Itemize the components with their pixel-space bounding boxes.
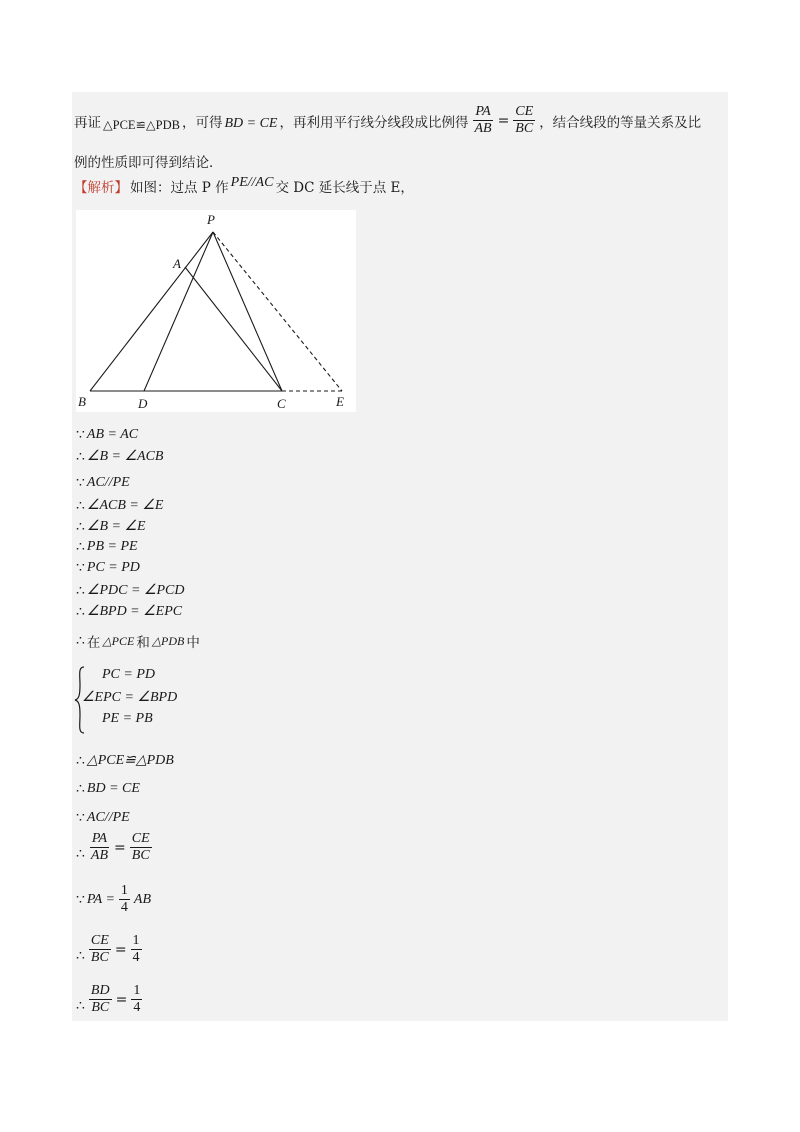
fraction-numerator: BD bbox=[90, 983, 110, 998]
fraction bbox=[130, 831, 152, 864]
step-symbol: ∴ bbox=[76, 947, 85, 964]
segment-PE bbox=[213, 232, 342, 391]
step-symbol: ∵ bbox=[76, 891, 85, 908]
label-A: A bbox=[173, 256, 181, 271]
step-expression: AC//PE bbox=[86, 475, 130, 490]
step-expression: ∠B = ∠ACB bbox=[86, 449, 164, 464]
step-symbol: ∴ bbox=[76, 448, 85, 465]
geometry-figure bbox=[76, 210, 356, 412]
fraction-numerator: 1 bbox=[120, 883, 128, 898]
step-expression: AC//PE bbox=[86, 810, 130, 825]
intro-line-2: 例的性质即可得到结论． bbox=[74, 155, 223, 171]
in-text: 在 bbox=[86, 635, 101, 651]
step-bd-ce bbox=[76, 781, 140, 797]
step-2 bbox=[76, 448, 163, 465]
triangle-1: △PCE bbox=[102, 633, 135, 648]
step-expression: △PCE≌△PDB bbox=[86, 753, 174, 768]
fraction-numerator: PA bbox=[475, 104, 491, 119]
system-eq-2: ∠EPC = ∠BPD bbox=[82, 690, 178, 705]
step-symbol: ∴ bbox=[76, 582, 85, 599]
fraction bbox=[119, 883, 130, 916]
fraction-denominator: BC bbox=[91, 1000, 110, 1015]
fraction bbox=[89, 831, 110, 864]
fraction-line-2 bbox=[76, 883, 151, 916]
fraction-denominator: 4 bbox=[132, 950, 140, 965]
step-4 bbox=[76, 497, 163, 514]
lhs-expression: PA = bbox=[86, 891, 115, 907]
step-parallel bbox=[76, 810, 130, 826]
step-expression: PC = PD bbox=[86, 560, 140, 575]
analysis-tag: 【解析】 bbox=[74, 180, 128, 196]
intro-text-d: ，结合线段的等量关系及比 bbox=[539, 114, 702, 131]
segment-PC bbox=[213, 232, 282, 391]
intro-text-a: 再证 bbox=[74, 114, 101, 131]
fraction-denominator: 4 bbox=[133, 1000, 141, 1015]
step-expression: ∠B = ∠E bbox=[86, 519, 146, 534]
equals-sign: = bbox=[114, 839, 126, 856]
step-symbol: ∵ bbox=[76, 427, 85, 443]
step-1 bbox=[76, 427, 138, 443]
analysis-parallel: PE//AC bbox=[230, 175, 274, 190]
step-8 bbox=[76, 582, 184, 599]
triangle-2: △PDB bbox=[151, 633, 185, 648]
triangle-diagram bbox=[76, 210, 356, 412]
fraction-line-1 bbox=[76, 831, 154, 864]
and-text: 和 bbox=[136, 635, 150, 651]
fraction-numerator: CE bbox=[90, 933, 109, 948]
step-9 bbox=[76, 603, 182, 620]
equals-sign: = bbox=[497, 112, 510, 129]
step-5 bbox=[76, 518, 146, 535]
fraction-numerator: CE bbox=[131, 831, 150, 846]
step-symbol: ∵ bbox=[76, 810, 85, 826]
intro-text-c: ，再利用平行线分线段成比例得 bbox=[279, 114, 469, 131]
fraction-line-3 bbox=[76, 933, 144, 966]
analysis-text-a: 如图：过点 P 作 bbox=[130, 180, 229, 196]
step-symbol: ∴ bbox=[76, 997, 85, 1014]
step-symbol: ∴ bbox=[76, 497, 85, 514]
equation-system bbox=[74, 665, 274, 735]
intro-equation: BD = CE bbox=[224, 115, 278, 131]
intro-text-b: ，可得 bbox=[181, 114, 223, 131]
fraction bbox=[89, 983, 112, 1016]
step-3 bbox=[76, 475, 130, 491]
fraction-denominator: AB bbox=[474, 121, 492, 136]
in-triangles-line bbox=[76, 631, 200, 651]
analysis-text-b: 交 DC 延长线于点 E， bbox=[275, 180, 414, 196]
fraction bbox=[131, 933, 142, 966]
fraction bbox=[89, 933, 111, 966]
intro-fraction-1 bbox=[472, 104, 493, 137]
fraction-denominator: BC bbox=[131, 848, 150, 863]
fraction-numerator: 1 bbox=[132, 933, 140, 948]
step-symbol: ∴ bbox=[76, 845, 85, 862]
label-E: E bbox=[336, 394, 344, 409]
fraction-numerator: PA bbox=[91, 831, 108, 846]
label-C: C bbox=[277, 396, 286, 411]
fraction-denominator: AB bbox=[90, 848, 109, 863]
step-congruent bbox=[76, 752, 174, 769]
step-expression: BD = CE bbox=[86, 781, 140, 796]
system-eq-3: PE = PB bbox=[102, 711, 153, 726]
step-symbol: ∵ bbox=[76, 475, 85, 491]
step-symbol: ∴ bbox=[76, 633, 85, 649]
intro-congruence: △PCE≌△PDB bbox=[103, 117, 180, 132]
step-symbol: ∴ bbox=[76, 752, 85, 769]
equals-sign: = bbox=[114, 941, 127, 958]
fraction-line-4 bbox=[76, 983, 144, 1016]
step-6 bbox=[76, 539, 138, 555]
fraction-numerator: 1 bbox=[133, 983, 141, 998]
segment-AC bbox=[185, 267, 282, 391]
equals-sign: = bbox=[115, 991, 128, 1008]
fraction-denominator: BC bbox=[515, 121, 534, 136]
rhs-expression: AB bbox=[133, 891, 152, 907]
segment-BP bbox=[90, 232, 213, 391]
step-symbol: ∴ bbox=[76, 781, 85, 797]
fraction-denominator: 4 bbox=[120, 900, 128, 915]
step-expression: PB = PE bbox=[86, 539, 138, 554]
step-symbol: ∴ bbox=[76, 518, 85, 535]
label-B: B bbox=[78, 394, 86, 409]
label-P: P bbox=[207, 212, 215, 227]
step-expression: ∠ACB = ∠E bbox=[86, 498, 164, 513]
fraction-numerator: CE bbox=[515, 104, 534, 119]
step-symbol: ∴ bbox=[76, 539, 85, 555]
step-symbol: ∵ bbox=[76, 560, 85, 576]
step-symbol: ∴ bbox=[76, 603, 85, 620]
intro-fraction-2 bbox=[513, 104, 535, 137]
middle-text: 中 bbox=[186, 635, 200, 651]
fraction bbox=[131, 983, 142, 1016]
step-expression: ∠BPD = ∠EPC bbox=[86, 604, 183, 619]
system-eq-1: PC = PD bbox=[102, 667, 155, 682]
step-expression: ∠PDC = ∠PCD bbox=[86, 583, 185, 598]
step-expression: AB = AC bbox=[86, 427, 139, 442]
fraction-denominator: BC bbox=[90, 950, 109, 965]
intro-line-1 bbox=[74, 104, 701, 137]
analysis-line bbox=[74, 176, 414, 196]
step-7 bbox=[76, 560, 140, 576]
label-D: D bbox=[138, 396, 148, 411]
